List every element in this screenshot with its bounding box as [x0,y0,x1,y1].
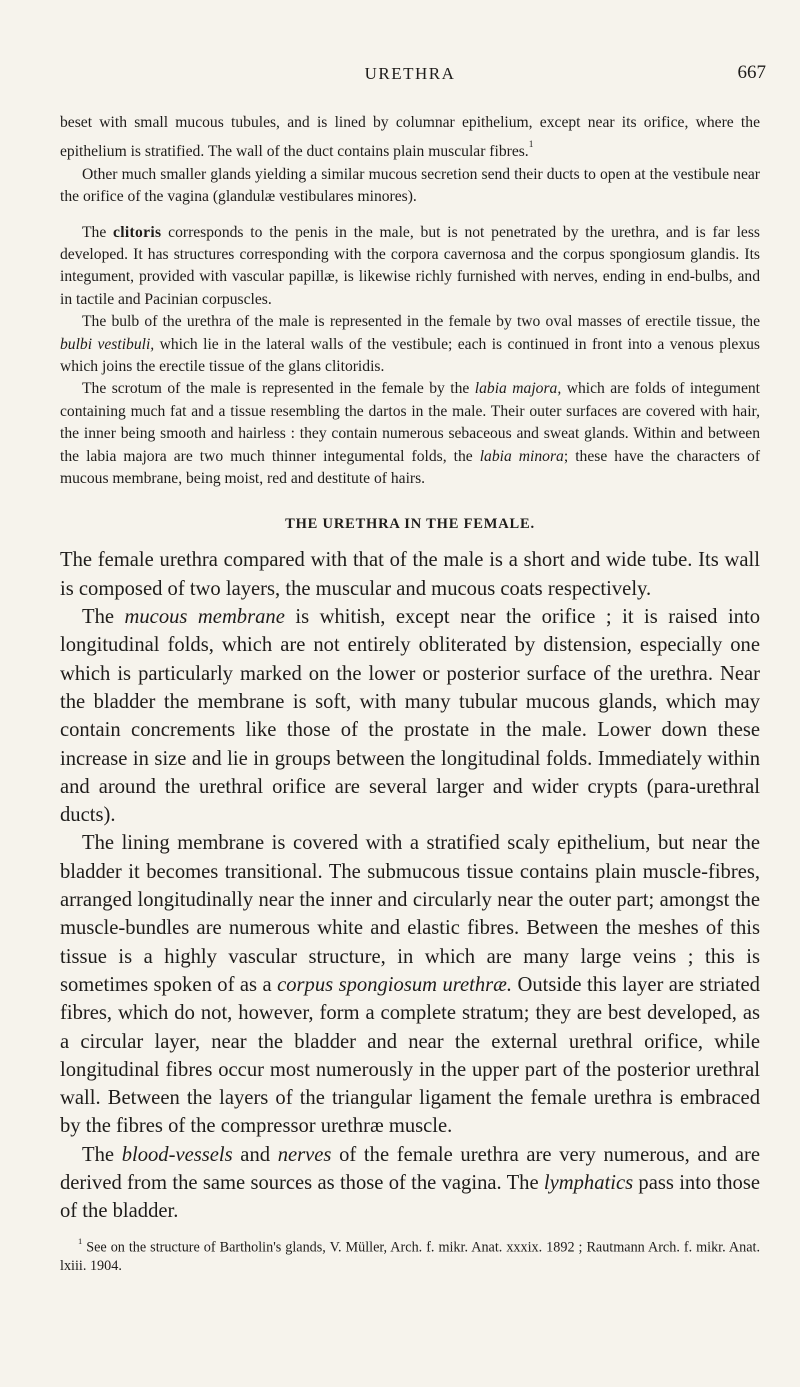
running-head: URETHRA [364,64,456,83]
paragraph-lining-membrane: The lining membrane is covered with a stratified scaly epithelium, but near the bladder it becomes transitional. The submucous tissue contains plain muscle-fibres, arranged longitudinally near the inner and circularly near the outer part; amongst the muscle-bundles are numerous white and elastic fibres. Between the meshes of this tissue is a highly vascular structure, in which are many large veins ; this is sometimes spoken of as a corpus spongiosum urethræ. Outside this layer are striated fibres, which do not, however, form a complete stratum; they are best developed, as a circular layer, near the bladder and near the external urethral orifice, while longitudinal fibres occur most numerously in the upper part of the posterior urethral wall. Between the layers of the triangular ligament the female urethra is embraced by the fibres of the compressor urethræ muscle. [60,832,760,1138]
paragraph-continued: beset with small mucous tubules, and is lined by columnar epithelium, except near its orifice, where the epithelium is stratified. The wall of the duct contains plain muscular fibres.$^1$ [60,114,760,161]
footnote-text: See on the structure of Bartholin's glands, V. Müller, Arch. f. mikr. Anat. xxxix. 1892 ; Rautmann Arch. f. mikr. Anat. lxiii. 1904. [60,1239,760,1275]
paragraph-mucous-membrane: The mucous membrane is whitish, except near the orifice ; it is raised into longitudinal folds, which are not entirely obliterated by distension, especially one which is particularly marked on the lower or posterior surface of the urethra. Near the bladder the membrane is soft, with many tubular mucous glands, which may contain concrements like those of the prostate in the male. Lower down these increase in size and lie in groups between the longitudinal folds. Immediately within and around the urethral orifice are several larger and wider crypts (para-urethral ducts). [60,606,760,827]
paragraph-vessels-nerves: The blood-vessels and nerves of the female urethra are very numerous, and are derived from the same sources as those of the vagina. The lymphatics pass into those of the bladder. [60,1143,761,1223]
term-lymphatics: lymphatics [543,1171,634,1194]
paragraph-clitoris: The clitoris corresponds to the penis in the male, but is not penetrated by the urethra, and is far less developed. It has structures corresponding with the corpora cavernosa and the corpus spongiosum glandis. Its integument, provided with vascular papillæ, is likewise richly furnished with nerves, ending in end-bulbs, and in tactile and Pacinian corpuscles. [60,223,760,308]
term-bulbi-vestibuli: bulbi vestibuli, [60,335,155,353]
term-labia-minora: labia minora [479,447,564,465]
term-clitoris: clitoris [113,223,162,241]
footnote-ref: 1 [528,140,534,151]
term-corpus-spongiosum: corpus spongiosum urethræ. [277,973,513,996]
paragraph-minor-glands: Other much smaller glands yielding a similar mucous secretion send their ducts to open at the vestibule near the orifice of the vagina (glandulæ vestibulares minores). [60,165,760,206]
footnote-mark: 1 [78,1235,83,1246]
term-nerves: nerves [277,1143,332,1166]
term-labia-majora: labia majora, [474,380,562,398]
page-number: 667 [737,62,766,83]
footnote [60,1232,760,1277]
upper-text-block [60,112,760,490]
term-blood-vessels: blood-vessels [121,1143,233,1166]
term-mucous-membrane: mucous membrane [124,606,285,629]
page-header [60,0,766,112]
lower-text-block [60,546,760,1225]
paragraph-labia: The scrotum of the male is represented in the female by the labia majora, which are folds of integument containing much fat and a tissue resembling the dartos in the male. Their outer surfaces are covered with hair, the inner being smooth and hairless : they contain numerous sebaceous and sweat glands. Within and between the labia majora are two much thinner integumental folds, the labia minora; these have the characters of mucous membrane, being moist, red and destitute of hairs. [60,380,761,488]
paragraph-bulbi-vestibuli: The bulb of the urethra of the male is represented in the female by two oval masses of erectile tissue, the bulbi vestibuli, which lie in the lateral walls of the vestibule; each is continued in front into a venous plexus which joins the erectile tissue of the glans clitoridis. [60,313,760,376]
paragraph-female-urethra: The female urethra compared with that of the male is a short and wide tube. Its wall is composed of two layers, the muscular and mucous coats respectively. [60,549,760,600]
book-page [60,0,766,1276]
section-heading: THE URETHRA IN THE FEMALE. [285,516,535,533]
